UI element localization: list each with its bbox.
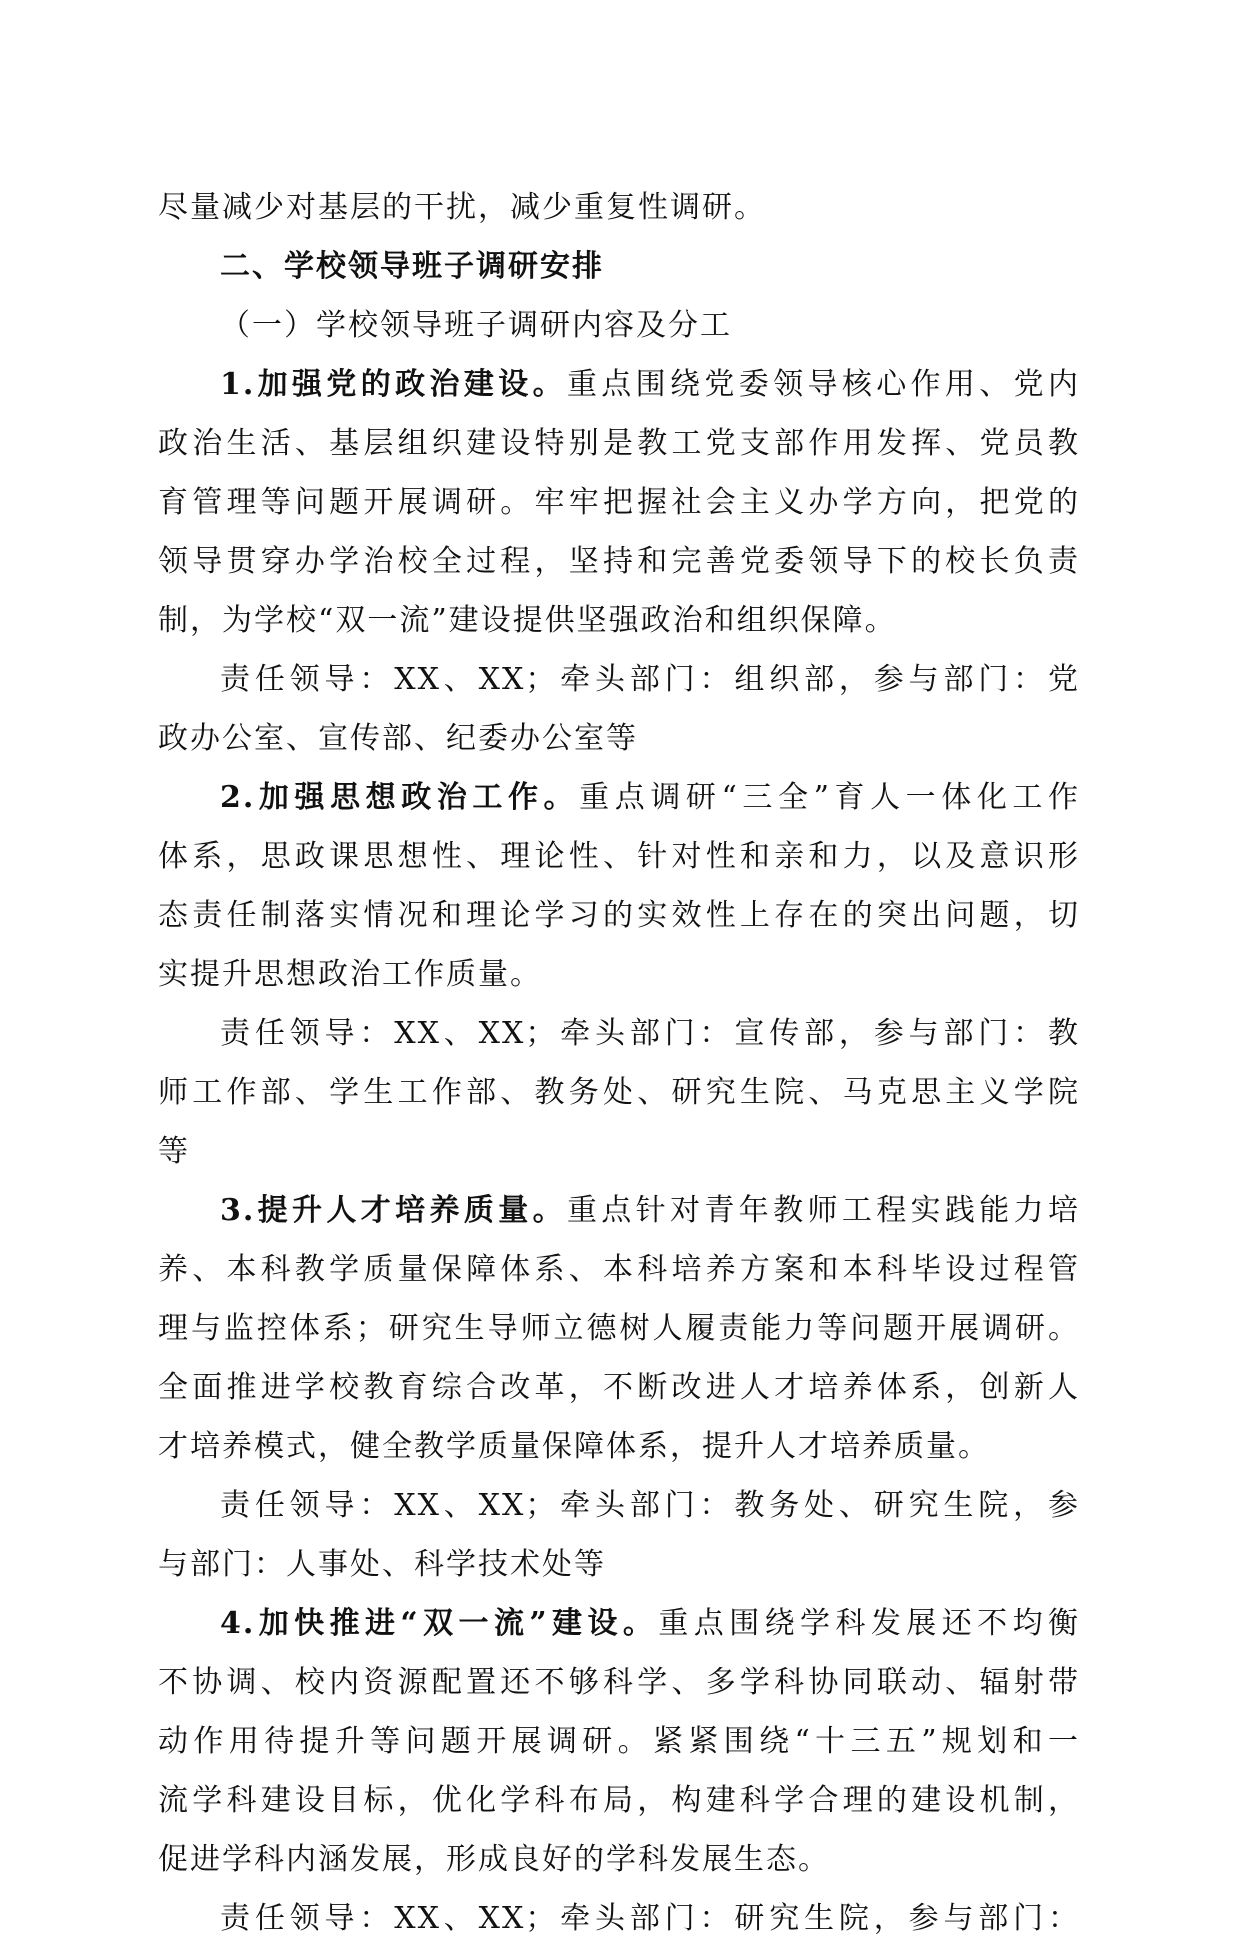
responsibility-line: 责任领导：XX、XX；牵头部门：研究生院，参与部门： — [220, 1901, 1080, 1936]
item-line — [158, 1181, 1080, 1240]
paragraph-line: 政办公室、宣传部、纪委办公室等 — [158, 721, 638, 756]
paragraph-line: 等 — [158, 1134, 190, 1169]
item-text: 重点调研“三全”育人一体化工作 — [579, 780, 1080, 815]
paragraph-line: 动作用待提升等问题开展调研。紧紧围绕“十三五”规划和一 — [158, 1724, 1080, 1759]
item-text: 重点围绕学科发展还不均衡 — [658, 1606, 1080, 1641]
section-heading: 二、学校领导班子调研安排 — [220, 249, 604, 284]
paragraph-line: 体系，思政课思想性、理论性、针对性和亲和力，以及意识形 — [158, 839, 1080, 874]
paragraph-line: 养、本科教学质量保障体系、本科培养方案和本科毕设过程管 — [158, 1252, 1080, 1287]
responsibility-line: 责任领导：XX、XX；牵头部门：教务处、研究生院，参 — [220, 1488, 1080, 1523]
responsibility-line: 责任领导：XX、XX；牵头部门：组织部，参与部门：党 — [220, 662, 1080, 697]
subsection-heading: （一）学校领导班子调研内容及分工 — [220, 308, 732, 343]
item-title: 4.加快推进“双一流”建设。 — [220, 1606, 659, 1641]
paragraph-line: 才培养模式，健全教学质量保障体系，提升人才培养质量。 — [158, 1429, 990, 1464]
document-page — [158, 178, 1080, 1948]
paragraph-line: 师工作部、学生工作部、教务处、研究生院、马克思主义学院 — [158, 1075, 1080, 1110]
paragraph-line: 不协调、校内资源配置还不够科学、多学科协同联动、辐射带 — [158, 1665, 1080, 1700]
item-text: 重点针对青年教师工程实践能力培 — [566, 1193, 1080, 1228]
item-title: 3.提升人才培养质量。 — [220, 1193, 567, 1228]
paragraph-line: 与部门：人事处、科学技术处等 — [158, 1547, 606, 1582]
item-line — [158, 355, 1080, 414]
paragraph-line: 促进学科内涵发展，形成良好的学科发展生态。 — [158, 1842, 830, 1877]
item-line — [158, 768, 1080, 827]
paragraph-line: 流学科建设目标，优化学科布局，构建科学合理的建设机制， — [158, 1783, 1080, 1818]
item-title: 1.加强党的政治建设。 — [220, 367, 567, 402]
paragraph-line: 领导贯穿办学治校全过程，坚持和完善党委领导下的校长负责 — [158, 544, 1080, 579]
paragraph-line: 政治生活、基层组织建设特别是教工党支部作用发挥、党员教 — [158, 426, 1080, 461]
paragraph-line: 尽量减少对基层的干扰，减少重复性调研。 — [158, 190, 766, 225]
paragraph-line: 态责任制落实情况和理论学习的实效性上存在的突出问题，切 — [158, 898, 1080, 933]
paragraph-line: 育管理等问题开展调研。牢牢把握社会主义办学方向，把党的 — [158, 485, 1080, 520]
item-text: 重点围绕党委领导核心作用、党内 — [566, 367, 1080, 402]
responsibility-line: 责任领导：XX、XX；牵头部门：宣传部，参与部门：教 — [220, 1016, 1080, 1051]
paragraph-line: 实提升思想政治工作质量。 — [158, 957, 542, 992]
item-title: 2.加强思想政治工作。 — [220, 780, 580, 815]
paragraph-line: 理与监控体系；研究生导师立德树人履责能力等问题开展调研。 — [158, 1311, 1080, 1346]
paragraph-line: 全面推进学校教育综合改革，不断改进人才培养体系，创新人 — [158, 1370, 1080, 1405]
paragraph-line: 制，为学校“双一流”建设提供坚强政治和组织保障。 — [158, 603, 897, 638]
item-line — [158, 1594, 1080, 1653]
